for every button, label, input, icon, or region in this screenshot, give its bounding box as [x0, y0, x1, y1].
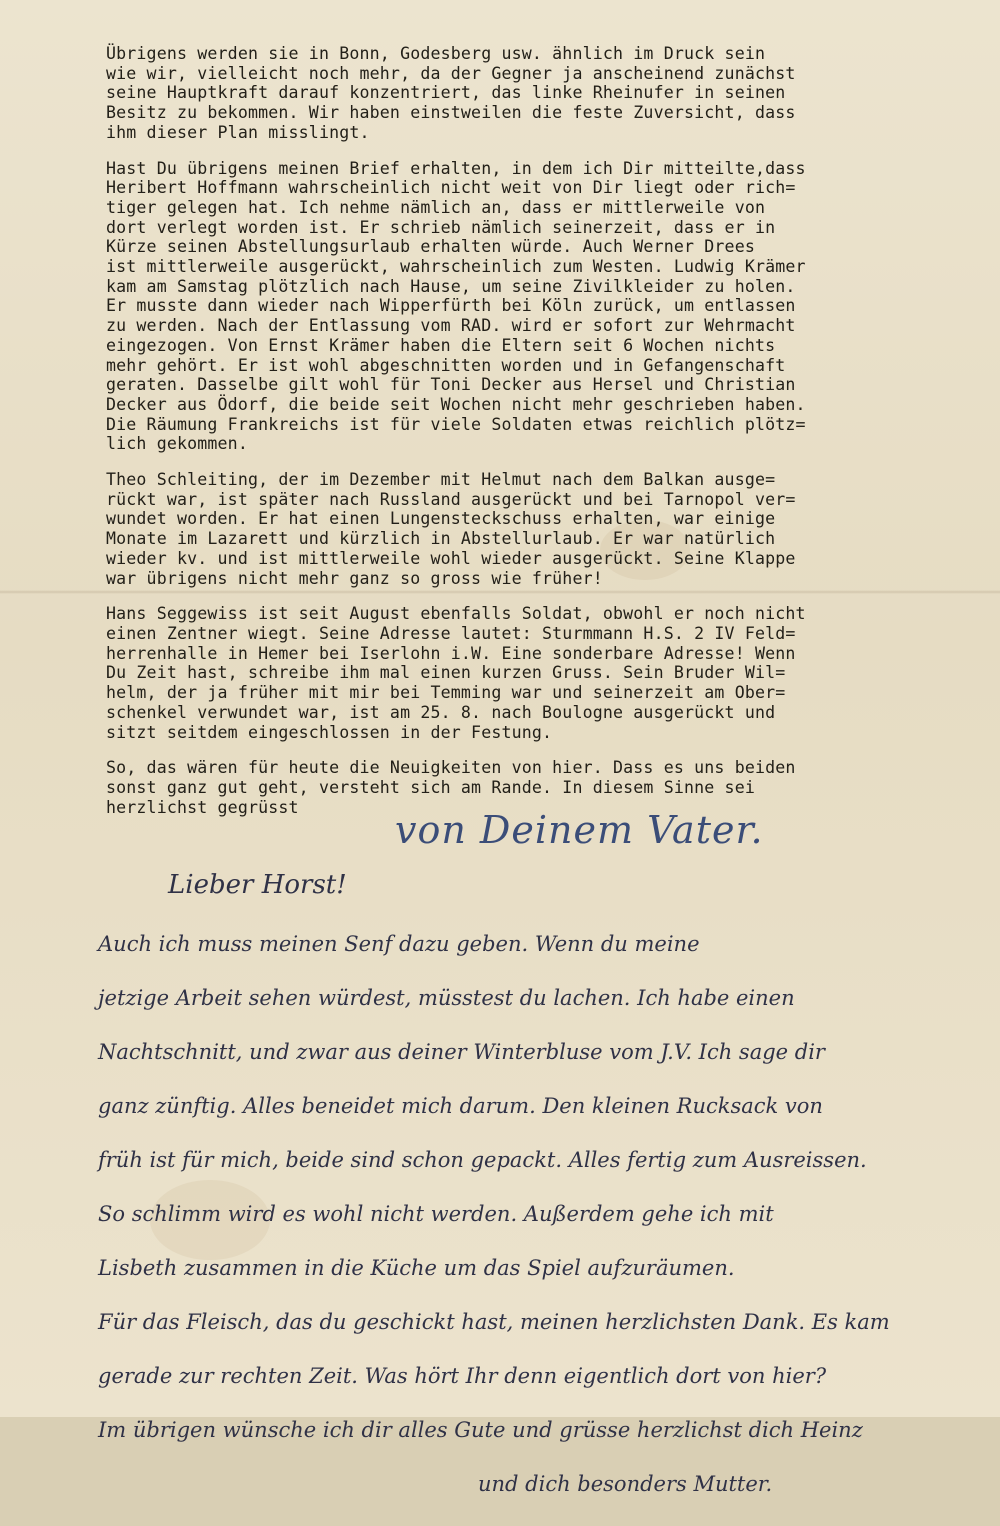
- typed-line: Du Zeit hast, schreibe ihm mal einen kurzen Gruss. Sein Bruder Wil=: [106, 663, 786, 683]
- typed-line: Heribert Hoffmann wahrscheinlich nicht weit von Dir liegt oder rich=: [106, 178, 796, 198]
- handwritten-salutation: Lieber Horst!: [168, 870, 347, 900]
- typed-line: sitzt seitdem eingeschlossen in der Festung.: [106, 722, 553, 742]
- typed-line: Übrigens werden sie in Bonn, Godesberg usw. ähnlich im Druck sein: [106, 44, 766, 63]
- typed-line: Decker aus Ödorf, die beide seit Wochen nicht mehr geschrieben haben.: [106, 394, 806, 414]
- typed-line: sonst ganz gut geht, versteht sich am Rande. In diesem Sinne sei: [106, 777, 755, 797]
- typed-line: mehr gehört. Er ist wohl abgeschnitten worden und in Gefangenschaft: [106, 355, 786, 375]
- typed-line: Hans Seggewiss ist seit August ebenfalls Soldat, obwohl er noch nicht: [106, 604, 806, 624]
- typed-line: schenkel verwundet war, ist am 25. 8. nach Boulogne ausgerückt und: [106, 702, 776, 722]
- typed-line: eingezogen. Von Ernst Krämer haben die Eltern seit 6 Wochen nichts: [106, 335, 776, 355]
- typed-line: helm, der ja früher mit mir bei Temming war und seinerzeit am Ober=: [106, 683, 786, 703]
- typed-line: lich gekommen.: [106, 434, 248, 454]
- typewritten-body: [106, 44, 956, 833]
- typed-paragraph-1: [106, 44, 956, 143]
- typed-paragraph-4: [106, 604, 956, 742]
- signature: von Deinem Vater.: [395, 808, 764, 852]
- handwritten-line: Lisbeth zusammen in die Küche um das Spiel aufzuräumen.: [98, 1256, 735, 1280]
- typed-line: war übrigens nicht mehr ganz so gross wie früher!: [106, 568, 603, 588]
- handwritten-line: gerade zur rechten Zeit. Was hört Ihr denn eigentlich dort von hier?: [98, 1364, 827, 1388]
- handwritten-line: So schlimm wird es wohl nicht werden. Außerdem gehe ich mit: [98, 1202, 774, 1226]
- typed-line: herzlichst gegrüsst: [106, 797, 299, 817]
- typed-line: geraten. Dasselbe gilt wohl für Toni Decker aus Hersel und Christian: [106, 375, 796, 395]
- handwritten-line: Auch ich muss meinen Senf dazu geben. Wenn du meine: [98, 932, 700, 956]
- handwritten-note: [98, 870, 978, 1526]
- typed-line: wieder kv. und ist mittlerweile wohl wieder ausgerückt. Seine Klappe: [106, 548, 796, 568]
- typed-line: seine Hauptkraft darauf konzentriert, das linke Rheinufer in seinen: [106, 83, 786, 103]
- typed-line: zu werden. Nach der Entlassung vom RAD. wird er sofort zur Wehrmacht: [106, 316, 796, 336]
- typed-line: kam am Samstag plötzlich nach Hause, um seine Zivilkleider zu holen.: [106, 276, 796, 296]
- typed-line: ist mittlerweile ausgerückt, wahrscheinlich zum Westen. Ludwig Krämer: [106, 257, 806, 277]
- handwritten-line: und dich besonders Mutter.: [478, 1472, 773, 1496]
- typed-line: Er musste dann wieder nach Wipperfürth bei Köln zurück, um entlassen: [106, 296, 796, 316]
- typed-line: Kürze seinen Abstellungsurlaub erhalten würde. Auch Werner Drees: [106, 237, 755, 257]
- typed-line: Monate im Lazarett und kürzlich in Abstellurlaub. Er war natürlich: [106, 529, 776, 549]
- typed-line: wundet worden. Er hat einen Lungensteckschuss erhalten, war einige: [106, 509, 776, 529]
- handwritten-line: früh ist für mich, beide sind schon gepackt. Alles fertig zum Ausreissen.: [98, 1148, 867, 1172]
- handwritten-line: Im übrigen wünsche ich dir alles Gute und grüsse herzlichst dich Heinz: [98, 1418, 863, 1442]
- typed-line: wie wir, vielleicht noch mehr, da der Gegner ja anscheinend zunächst: [106, 63, 796, 83]
- typed-line: dort verlegt worden ist. Er schrieb nämlich seinerzeit, dass er in: [106, 217, 776, 237]
- typed-line: Hast Du übrigens meinen Brief erhalten, in dem ich Dir mitteilte,dass: [106, 158, 806, 178]
- typed-paragraph-3: [106, 470, 956, 588]
- typed-paragraph-2: [106, 159, 956, 455]
- typed-line: Besitz zu bekommen. Wir haben einstweilen die feste Zuversicht, dass: [106, 103, 796, 123]
- typed-line: Die Räumung Frankreichs ist für viele Soldaten etwas reichlich plötz=: [106, 414, 806, 434]
- typed-line: einen Zentner wiegt. Seine Adresse lautet: Sturmmann H.S. 2 IV Feld=: [106, 623, 796, 643]
- typed-line: rückt war, ist später nach Russland ausgerückt und bei Tarnopol ver=: [106, 489, 796, 509]
- typed-line: tiger gelegen hat. Ich nehme nämlich an, dass er mittlerweile von: [106, 197, 766, 217]
- handwritten-line: jetzige Arbeit sehen würdest, müsstest du lachen. Ich habe einen: [98, 986, 795, 1010]
- handwritten-line: Für das Fleisch, das du geschickt hast, meinen herzlichsten Dank. Es kam: [98, 1310, 890, 1334]
- typed-line: So, das wären für heute die Neuigkeiten von hier. Dass es uns beiden: [106, 758, 796, 778]
- typed-line: herrenhalle in Hemer bei Iserlohn i.W. Eine sonderbare Adresse! Wenn: [106, 643, 796, 663]
- handwritten-line: Nachtschnitt, und zwar aus deiner Winterbluse vom J.V. Ich sage dir: [98, 1040, 825, 1064]
- typed-line: Theo Schleiting, der im Dezember mit Helmut nach dem Balkan ausge=: [106, 470, 776, 490]
- typed-line: ihm dieser Plan misslingt.: [106, 122, 370, 142]
- handwritten-line: ganz zünftig. Alles beneidet mich darum. Den kleinen Rucksack von: [98, 1094, 823, 1118]
